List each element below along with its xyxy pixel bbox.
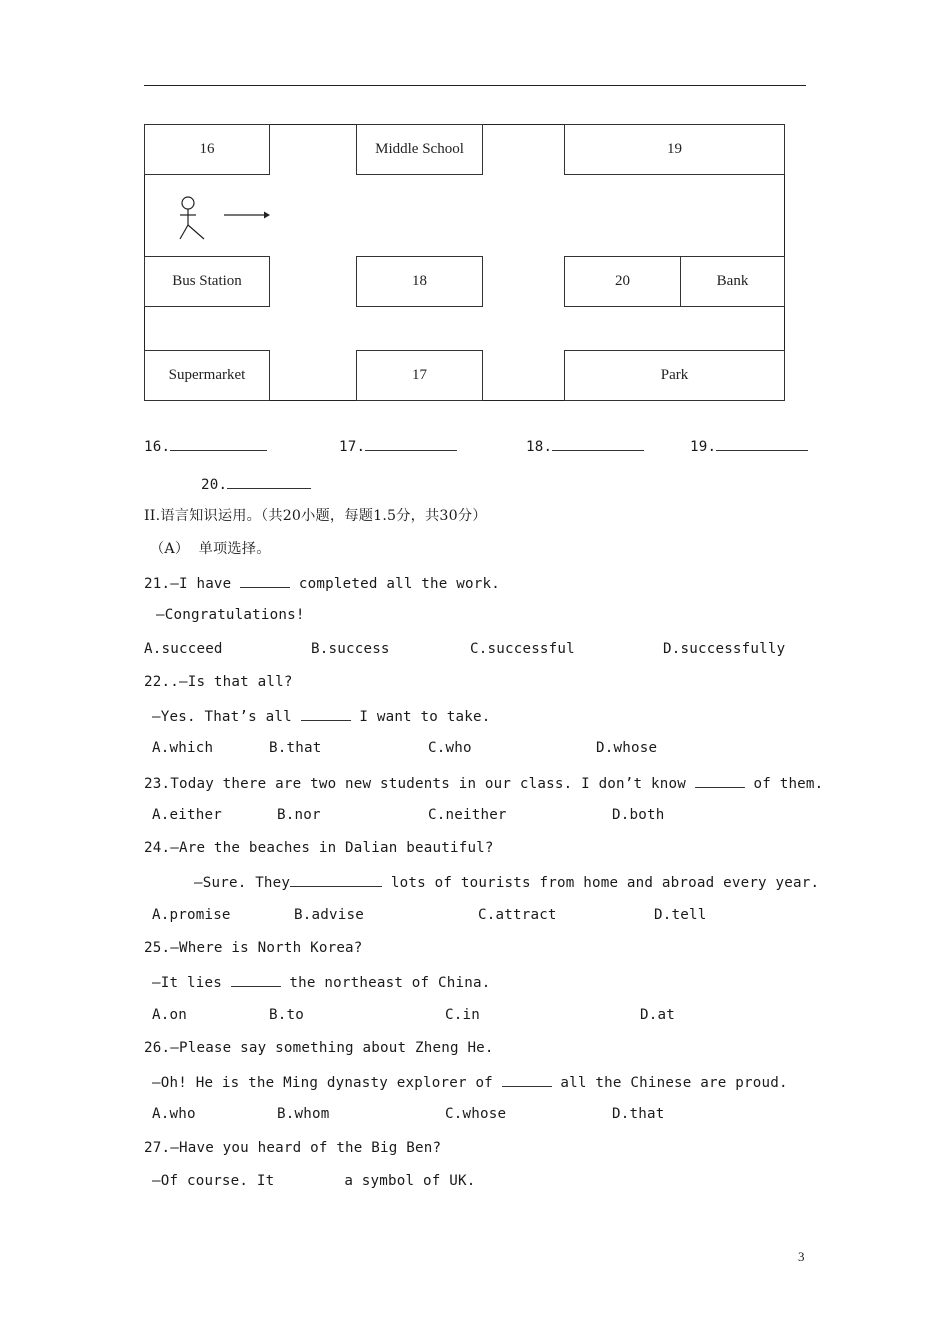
answer-17: 17. <box>339 436 457 456</box>
map-box-19: 19 <box>564 124 785 175</box>
answer-17-blank[interactable] <box>365 436 457 451</box>
q25-option-a[interactable]: A.on <box>152 1007 187 1023</box>
map-box-16: 16 <box>144 124 270 175</box>
answer-19: 19. <box>690 436 808 456</box>
answer-18: 18. <box>526 436 644 456</box>
map-box-18: 18 <box>356 256 483 307</box>
q26-blank[interactable] <box>502 1072 552 1087</box>
q25-blank[interactable] <box>231 972 281 987</box>
map-box-middle-school: Middle School <box>356 124 483 175</box>
q21-response: —Congratulations! <box>156 607 305 623</box>
q25-option-c[interactable]: C.in <box>445 1007 480 1023</box>
answer-18-blank[interactable] <box>552 436 644 451</box>
page-number: 3 <box>798 1249 805 1264</box>
q21-option-d[interactable]: D.successfully <box>663 641 786 657</box>
q25-option-d[interactable]: D.at <box>640 1007 675 1023</box>
q22-option-a[interactable]: A.which <box>152 740 214 756</box>
q25-response: —It lies the northeast of China. <box>152 972 491 992</box>
map-box-bus-station: Bus Station <box>144 256 270 307</box>
q22-option-c[interactable]: C.who <box>428 740 472 756</box>
q26-option-b[interactable]: B.whom <box>277 1106 330 1122</box>
answer-20-blank[interactable] <box>227 474 311 489</box>
q22-stem: 22..—Is that all? <box>144 674 293 690</box>
map-box-20: 20 <box>564 256 681 307</box>
map-box-bank: Bank <box>680 256 785 307</box>
q21-blank[interactable] <box>240 573 290 588</box>
map-box-17: 17 <box>356 350 483 401</box>
answer-20: 20. <box>201 474 311 494</box>
q26-option-a[interactable]: A.who <box>152 1106 196 1122</box>
map-box-supermarket: Supermarket <box>144 350 270 401</box>
map-box-park: Park <box>564 350 785 401</box>
q22-response: —Yes. That’s all I want to take. <box>152 706 490 726</box>
q23-option-b[interactable]: B.nor <box>277 807 321 823</box>
q21-option-a[interactable]: A.succeed <box>144 641 223 657</box>
q23-option-d[interactable]: D.both <box>612 807 665 823</box>
section-title: II.语言知识运用。（共20小题，每题1.5分，共30分） <box>144 508 487 524</box>
section-subtitle: （A） 单项选择。 <box>150 541 271 557</box>
answer-16: 16. <box>144 436 267 456</box>
q24-option-c[interactable]: C.attract <box>478 907 557 923</box>
q23-option-c[interactable]: C.neither <box>428 807 507 823</box>
q24-option-d[interactable]: D.tell <box>654 907 707 923</box>
q26-option-d[interactable]: D.that <box>612 1106 665 1122</box>
q21-option-b[interactable]: B.success <box>311 641 390 657</box>
q21-stem: 21.—I have completed all the work. <box>144 573 500 593</box>
q24-stem: 24.—Are the beaches in Dalian beautiful? <box>144 840 494 856</box>
q22-option-d[interactable]: D.whose <box>596 740 658 756</box>
answer-19-blank[interactable] <box>716 436 808 451</box>
answer-16-blank[interactable] <box>170 436 267 451</box>
q25-option-b[interactable]: B.to <box>269 1007 304 1023</box>
q26-stem: 26.—Please say something about Zheng He. <box>144 1040 494 1056</box>
person-icon <box>174 195 208 243</box>
q26-option-c[interactable]: C.whose <box>445 1106 507 1122</box>
q27-response: —Of course. It a symbol of UK. <box>152 1173 476 1189</box>
q22-blank[interactable] <box>301 706 351 721</box>
q25-stem: 25.—Where is North Korea? <box>144 940 363 956</box>
q21-option-c[interactable]: C.successful <box>470 641 575 657</box>
q27-stem: 27.—Have you heard of the Big Ben? <box>144 1140 442 1156</box>
q23-stem: 23.Today there are two new students in our class. I don’t know of them. <box>144 773 823 793</box>
q24-response: —Sure. They lots of tourists from home and abroad every year. <box>194 872 819 892</box>
q23-blank[interactable] <box>695 773 745 788</box>
q24-option-b[interactable]: B.advise <box>294 907 364 923</box>
q26-response: —Oh! He is the Ming dynasty explorer of all the Chinese are proud. <box>152 1072 788 1092</box>
q23-option-a[interactable]: A.either <box>152 807 222 823</box>
arrow-right-icon <box>224 209 270 221</box>
header-rule <box>144 85 806 86</box>
q22-option-b[interactable]: B.that <box>269 740 322 756</box>
q24-option-a[interactable]: A.promise <box>152 907 231 923</box>
q24-blank[interactable] <box>290 872 382 887</box>
